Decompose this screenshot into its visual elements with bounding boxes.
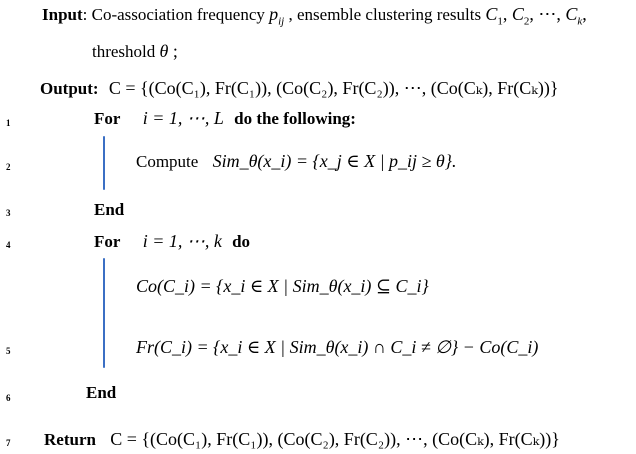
step-7 bbox=[44, 429, 560, 450]
input-line bbox=[42, 4, 587, 32]
input-text-1: : Co-association frequency bbox=[82, 5, 270, 24]
output-line bbox=[40, 78, 558, 99]
core-expr bbox=[136, 276, 429, 297]
end-keyword: End bbox=[94, 200, 125, 219]
loop-range: i = 1, ⋯, L bbox=[142, 108, 224, 128]
line-number: 7 bbox=[6, 438, 11, 448]
p-ij-symbol: $p_{ij}$ bbox=[269, 4, 285, 28]
line-number: 6 bbox=[6, 393, 11, 403]
return-expr: C = {(Co(C₁), Fr(C₁)), (Co(C₂), Fr(C₂)), ⋯, (Co(Cₖ), Fr(Cₖ))} bbox=[110, 429, 560, 449]
input-label: Input bbox=[42, 5, 83, 24]
loop-range: i = 1, ⋯, k bbox=[142, 231, 222, 251]
input-text-2: , ensemble clustering results bbox=[284, 5, 486, 24]
loop-body-bar bbox=[103, 258, 105, 368]
return-keyword: Return bbox=[44, 430, 96, 449]
line-number: 5 bbox=[6, 346, 11, 356]
for-keyword: For bbox=[94, 232, 121, 251]
line-number: 4 bbox=[6, 240, 11, 250]
theta-symbol: θ ; bbox=[159, 41, 178, 61]
compute-text: Compute bbox=[136, 152, 199, 171]
loop-suffix: do the following: bbox=[234, 109, 356, 128]
line-number: 2 bbox=[6, 162, 11, 172]
fr-expr: Fr(C_i) = {x_i ∈ X | Sim_θ(x_i) ∩ C_i ≠ ∅} − Co(C_i) bbox=[136, 337, 539, 357]
output-label: Output: bbox=[40, 79, 99, 98]
step-2 bbox=[136, 151, 456, 172]
sim-expr: Sim_θ(x_i) = {x_j ∈ X | p_ij ≥ θ}. bbox=[212, 151, 457, 171]
line-number: 1 bbox=[6, 118, 11, 128]
input-threshold-line bbox=[92, 41, 178, 62]
output-expr: C = {(Co(C₁), Fr(C₁)), (Co(C₂), Fr(C₂)), ⋯, (Co(Cₖ), Fr(Cₖ))} bbox=[108, 78, 559, 98]
step-1 bbox=[94, 108, 356, 129]
loop-suffix: do bbox=[232, 232, 251, 251]
threshold-text: threshold bbox=[92, 42, 160, 61]
end-keyword: End bbox=[86, 383, 117, 402]
clusters-symbol: $C_1$, $C_2$, ⋯, $C_k$, bbox=[485, 4, 587, 28]
loop-body-bar bbox=[103, 136, 105, 190]
for-keyword: For bbox=[94, 109, 121, 128]
co-expr: Co(C_i) = {x_i ∈ X | Sim_θ(x_i) ⊆ C_i} bbox=[136, 276, 429, 296]
line-number: 3 bbox=[6, 208, 11, 218]
step-4 bbox=[94, 231, 250, 252]
fringe-expr bbox=[136, 337, 538, 358]
